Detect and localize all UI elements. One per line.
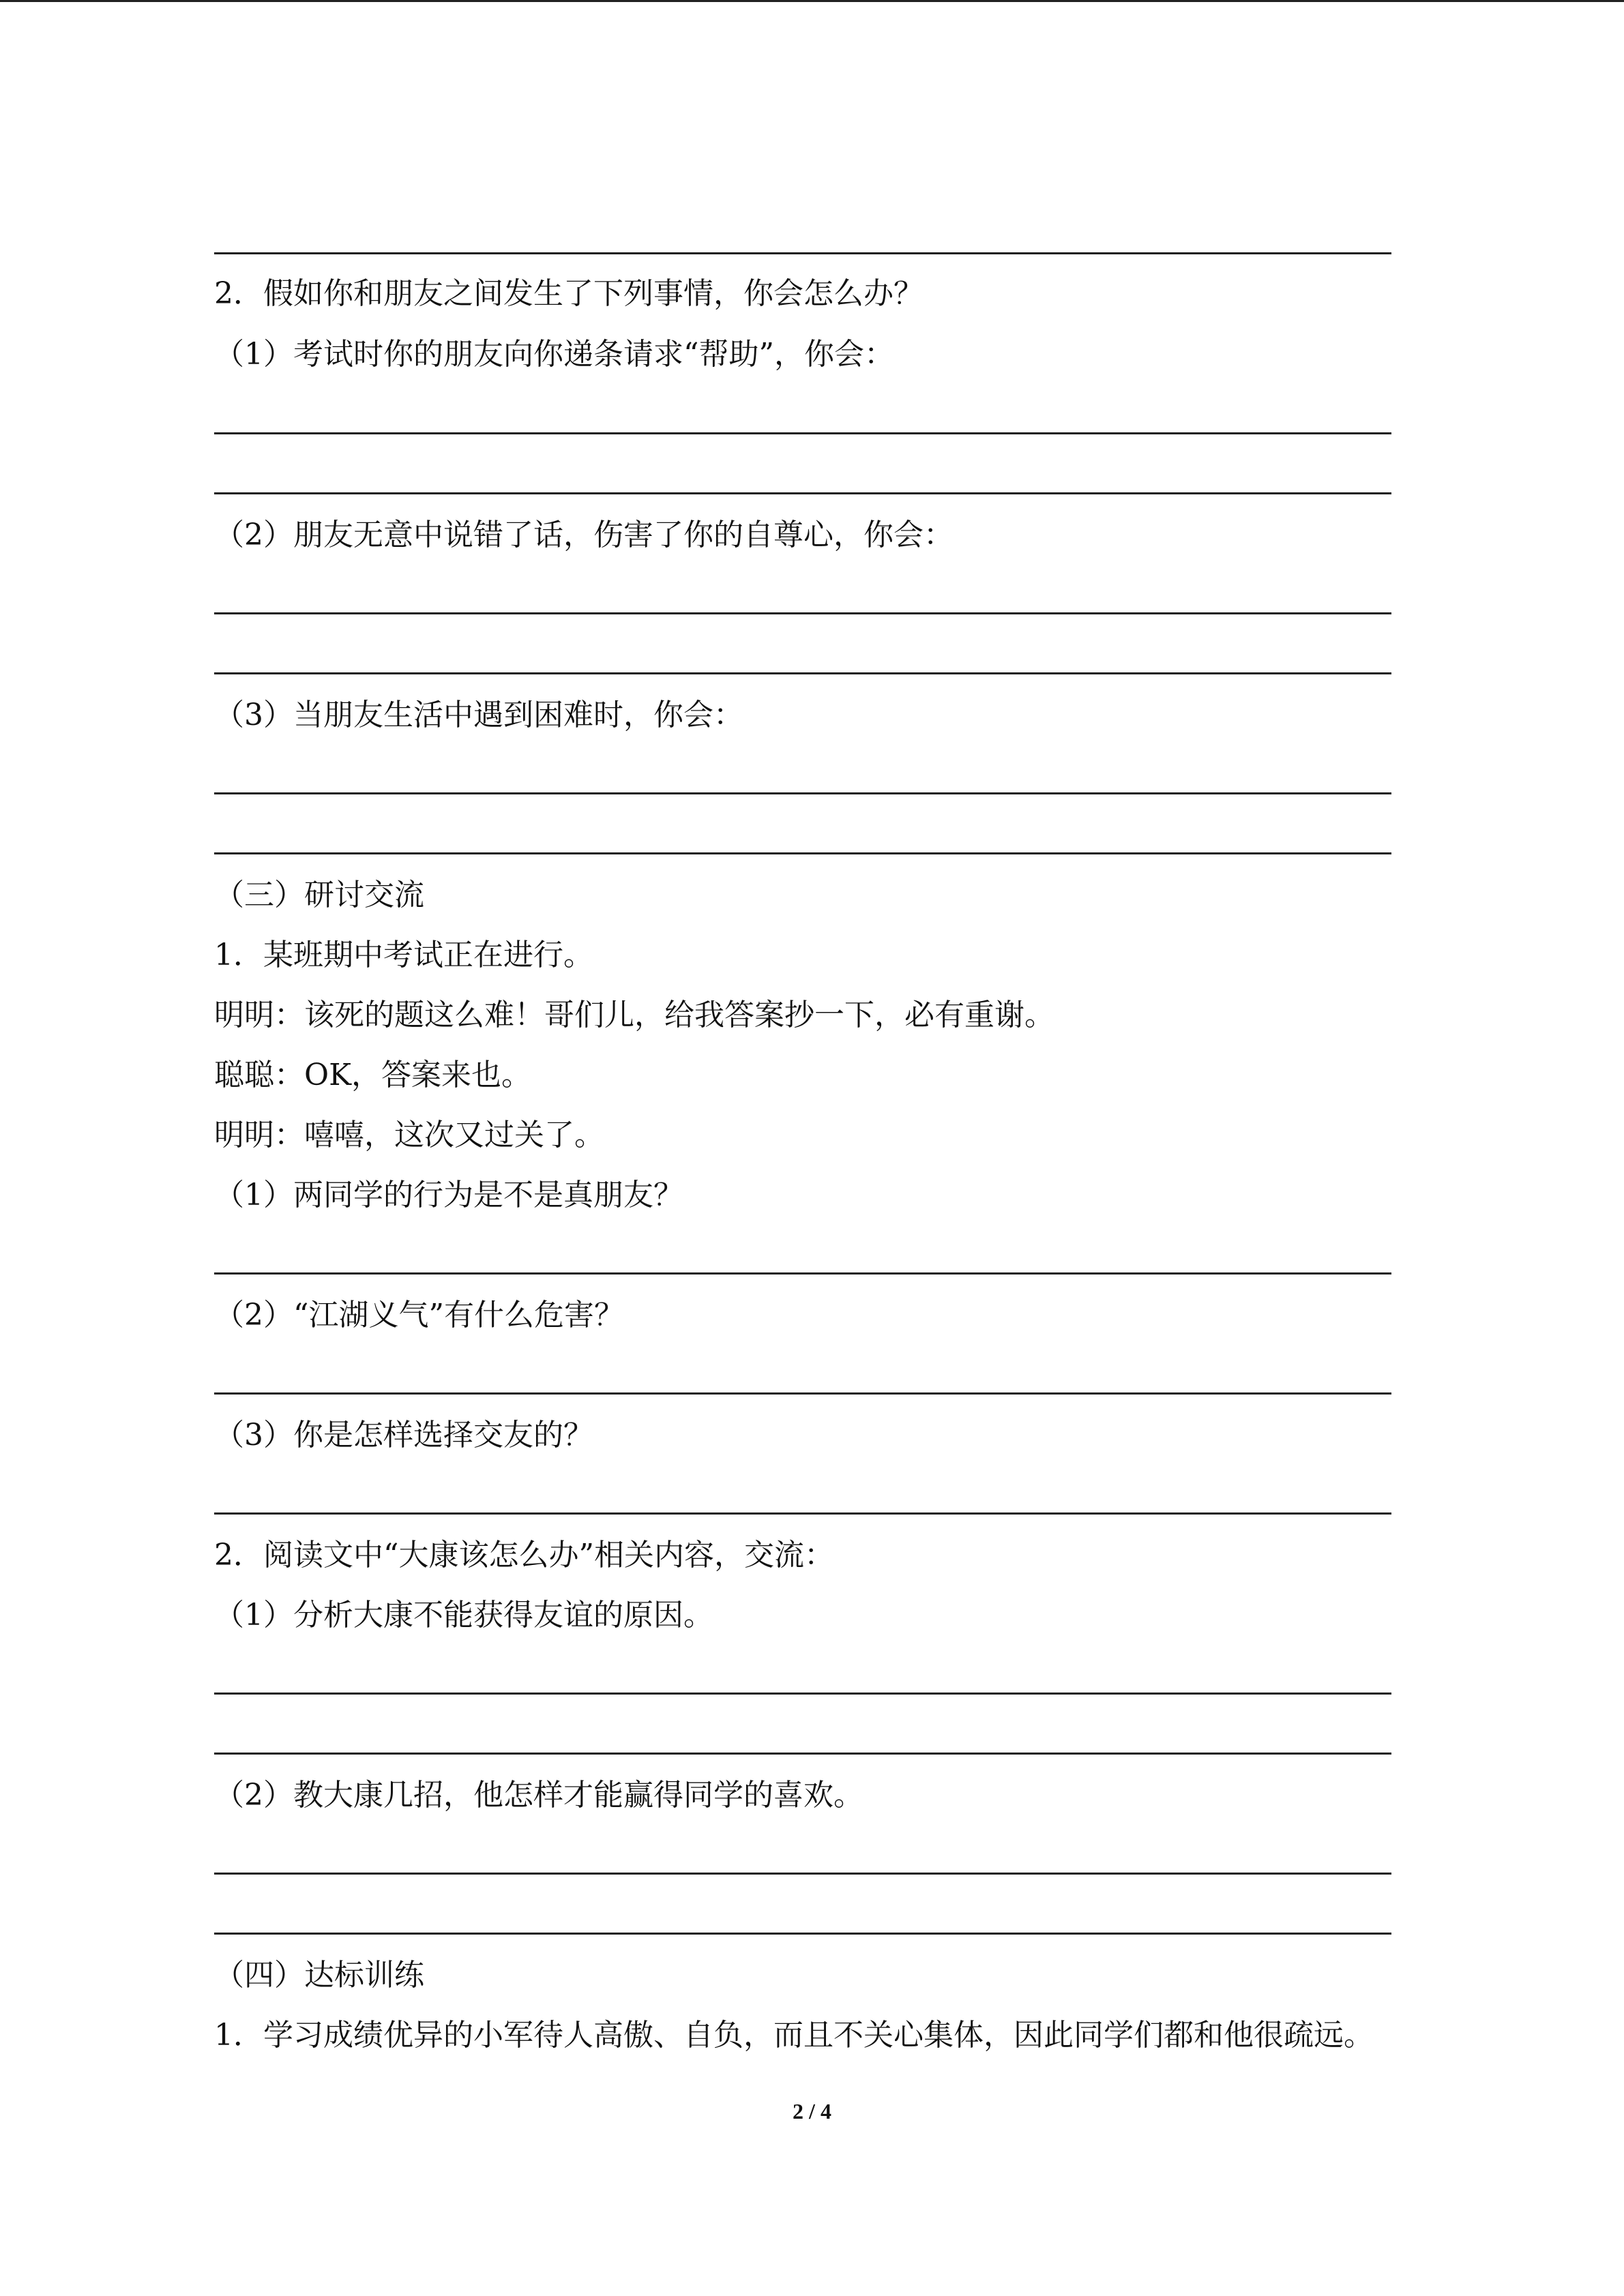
section-3-item-2-title: 2．阅读文中“大康该怎么办”相关内容，交流： xyxy=(214,1538,834,1572)
dialog-line: 明明：该死的题这么难！哥们儿，给我答案抄一下，必有重谢。 xyxy=(214,998,1054,1032)
answer-line xyxy=(214,852,1391,854)
section-3-item-1-q2: （2）“江湖义气”有什么危害？ xyxy=(214,1298,624,1332)
answer-line xyxy=(214,1873,1391,1875)
section-3-item-1-q3: （3）你是怎样选择交友的？ xyxy=(214,1418,593,1452)
section-3-item-1-q1: （1）两同学的行为是不是真朋友？ xyxy=(214,1178,683,1212)
answer-line xyxy=(214,432,1391,434)
answer-line xyxy=(214,1272,1391,1274)
section-3-heading: （三）研讨交流 xyxy=(214,878,424,912)
answer-line xyxy=(214,792,1391,794)
answer-line xyxy=(214,1693,1391,1695)
section-4-heading: （四）达标训练 xyxy=(214,1958,424,1993)
section-4-item-1: 1．学习成绩优异的小军待人高傲、自负，而且不关心集体，因此同学们都和他很疏远。 xyxy=(214,2018,1374,2053)
answer-line xyxy=(214,1392,1391,1395)
answer-line xyxy=(214,1512,1391,1515)
answer-line xyxy=(214,492,1391,494)
answer-line xyxy=(214,1753,1391,1755)
answer-line xyxy=(214,612,1391,614)
question-2-sub-2: （2）朋友无意中说错了话，伤害了你的自尊心，你会： xyxy=(214,518,954,552)
question-2-sub-3: （3）当朋友生活中遇到困难时，你会： xyxy=(214,698,743,732)
answer-line xyxy=(214,252,1391,254)
section-3-item-2-q1: （1）分析大康不能获得友谊的原因。 xyxy=(214,1598,713,1632)
question-2-sub-1: （1）考试时你的朋友向你递条请求“帮助”，你会： xyxy=(214,337,894,372)
dialog-line: 明明：嘻嘻，这次又过关了。 xyxy=(214,1118,604,1152)
dialog-line: 聪聪：OK，答案来也。 xyxy=(214,1058,531,1092)
question-2-title: 2．假如你和朋友之间发生了下列事情，你会怎么办？ xyxy=(214,276,924,311)
answer-line xyxy=(214,1933,1391,1935)
answer-line xyxy=(214,672,1391,674)
section-3-item-1-title: 1．某班期中考试正在进行。 xyxy=(214,938,593,972)
page-number: 2 / 4 xyxy=(793,2099,831,2123)
section-3-item-2-q2: （2）教大康几招，他怎样才能赢得同学的喜欢。 xyxy=(214,1778,863,1813)
